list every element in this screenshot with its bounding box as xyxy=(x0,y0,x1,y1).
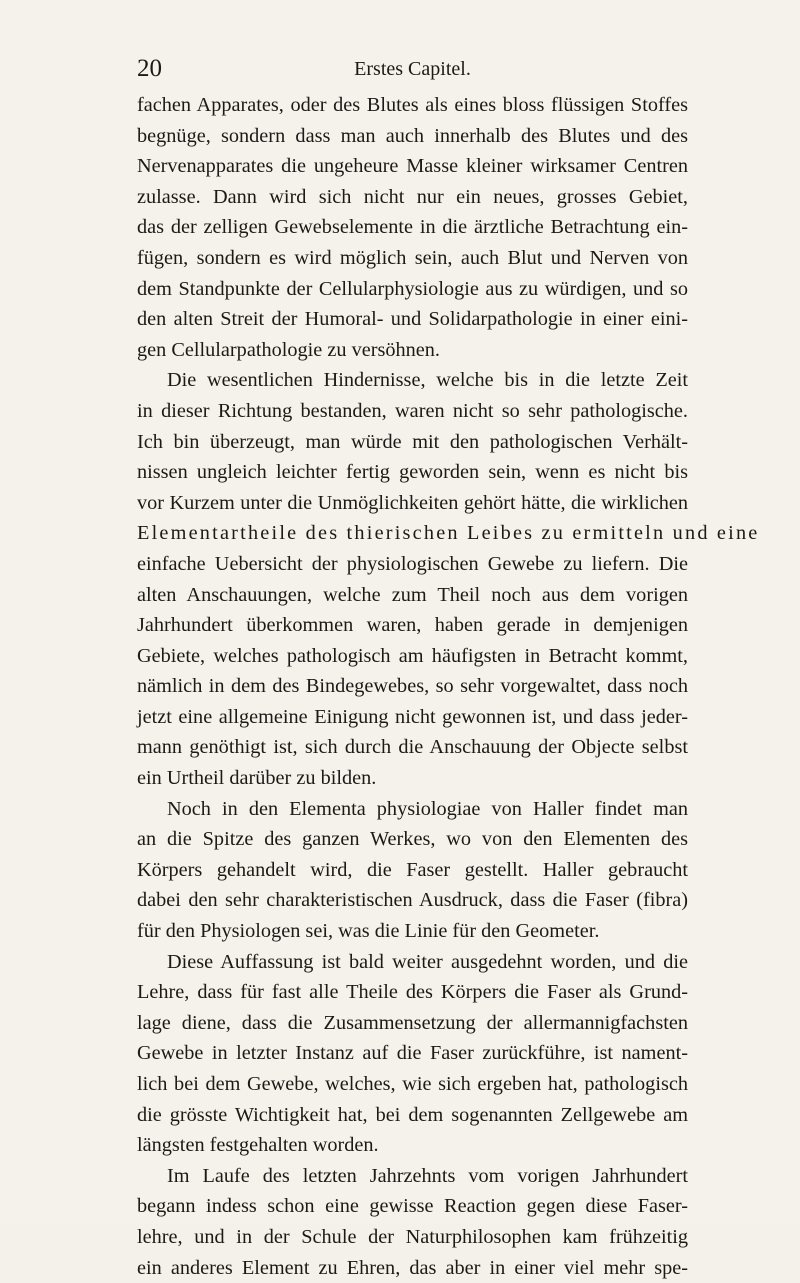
body-text xyxy=(137,90,760,1283)
running-head: Erstes Capitel. xyxy=(354,58,471,80)
text-line: mann genöthigt ist, sich durch die Anschauung der Objecte selbst xyxy=(137,736,688,759)
text-line: Gewebe in letzter Instanz auf die Faser zurückführe, ist nament- xyxy=(137,1042,688,1065)
text-line: Nervenapparates die ungeheure Masse kleiner wirksamer Centren xyxy=(137,155,688,178)
text-line: Jahrhundert überkommen waren, haben gerade in demjenigen xyxy=(137,614,688,637)
text-line: fügen, sondern es wird möglich sein, auch Blut und Nerven von xyxy=(137,246,688,269)
page-header xyxy=(137,54,688,84)
text-line: längsten festgehalten worden. xyxy=(137,1134,379,1157)
paragraph-start-line: Noch in den Elementa physiologiae von Haller findet man xyxy=(167,797,688,820)
text-line: Gebiete, welches pathologisch am häufigsten in Betracht kommt, xyxy=(137,644,688,667)
text-line: gen Cellularpathologie zu versöhnen. xyxy=(137,338,441,361)
text-line: Körpers gehandelt wird, die Faser gestellt. Haller gebraucht xyxy=(137,858,688,881)
text-line: die grösste Wichtigkeit hat, bei dem sogenannten Zellgewebe am xyxy=(137,1103,688,1126)
text-line: jetzt eine allgemeine Einigung nicht gewonnen ist, und dass jeder- xyxy=(137,705,688,728)
text-line: Elementartheile des thierischen Leibes zu ermitteln und eine xyxy=(137,522,760,545)
text-line: lage diene, dass die Zusammensetzung der allermannigfachsten xyxy=(137,1011,688,1034)
text-line: nämlich in dem des Bindegewebes, so sehr vorgewaltet, dass noch xyxy=(137,675,688,698)
text-line: einfache Uebersicht der physiologischen Gewebe zu liefern. Die xyxy=(137,552,688,575)
paragraph-start-line: Im Laufe des letzten Jahrzehnts vom vorigen Jahrhundert xyxy=(167,1164,688,1187)
text-line: fachen Apparates, oder des Blutes als eines bloss flüssigen Stoffes xyxy=(137,94,688,116)
text-line: das der zelligen Gewebselemente in die ärztliche Betrachtung ein- xyxy=(137,216,688,239)
text-line: ein Urtheil darüber zu bilden. xyxy=(137,767,377,790)
text-line: alten Anschauungen, welche zum Theil noch aus dem vorigen xyxy=(137,583,688,606)
text-line: begann indess schon eine gewisse Reaction gegen diese Faser- xyxy=(137,1195,688,1218)
page-number: 20 xyxy=(137,55,162,82)
text-line: an die Spitze des ganzen Werkes, wo von den Elementen des xyxy=(137,828,688,851)
text-line: vor Kurzem unter die Unmöglichkeiten gehört hätte, die wirklichen xyxy=(137,491,688,514)
text-line: für den Physiologen sei, was die Linie für den Geometer. xyxy=(137,920,600,943)
text-line: dabei den sehr charakteristischen Ausdruck, dass die Faser (fibra) xyxy=(137,889,688,912)
text-line: in dieser Richtung bestanden, waren nicht so sehr pathologische. xyxy=(137,399,688,422)
text-line: begnüge, sondern dass man auch innerhalb des Blutes und des xyxy=(137,124,688,147)
text-line: lehre, und in der Schule der Naturphilosophen kam frühzeitig xyxy=(137,1225,688,1248)
paragraph-start-line: Diese Auffassung ist bald weiter ausgedehnt worden, und die xyxy=(167,950,688,973)
text-line: Ich bin überzeugt, man würde mit den pathologischen Verhält- xyxy=(137,430,688,453)
text-line: lich bei dem Gewebe, welches, wie sich ergeben hat, pathologisch xyxy=(137,1073,688,1095)
text-line: nissen ungleich leichter fertig geworden sein, wenn es nicht bis xyxy=(137,461,688,484)
paragraph-start-line: Die wesentlichen Hindernisse, welche bis in die letzte Zeit xyxy=(167,369,688,392)
text-line: dem Standpunkte der Cellularphysiologie aus zu würdigen, und so xyxy=(137,277,688,300)
text-line: zulasse. Dann wird sich nicht nur ein neues, grosses Gebiet, xyxy=(137,185,688,208)
text-line: Lehre, dass für fast alle Theile des Körpers die Faser als Grund- xyxy=(137,981,688,1004)
text-line: ein anderes Element zu Ehren, das aber in einer viel mehr spe- xyxy=(137,1256,688,1279)
text-line: den alten Streit der Humoral- und Solidarpathologie in einer eini- xyxy=(137,308,688,331)
